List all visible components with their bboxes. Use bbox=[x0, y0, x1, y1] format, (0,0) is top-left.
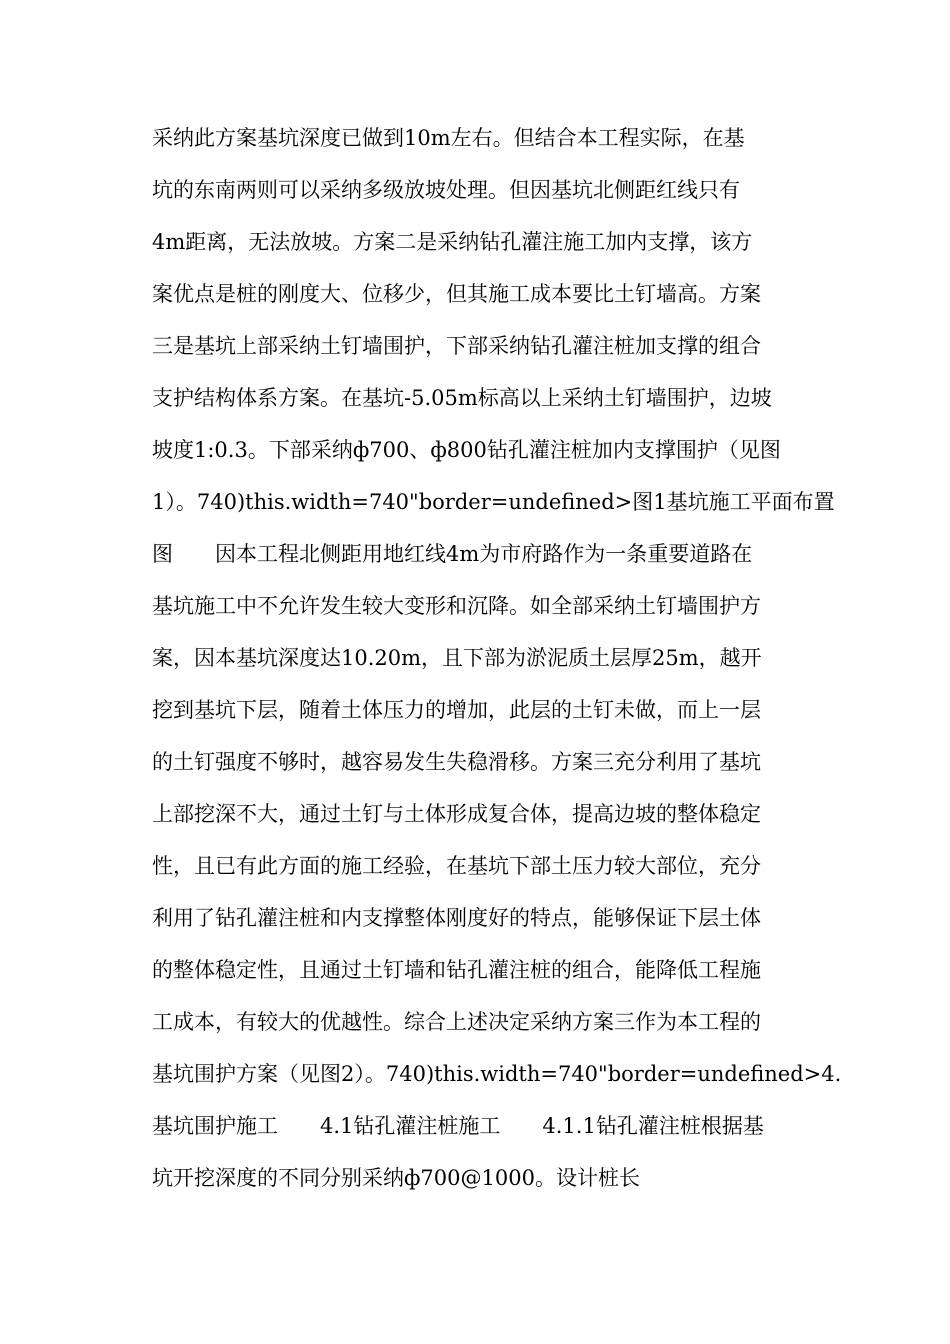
text-line: 利用了钻孔灌注桩和内支撑整体刚度好的特点，能够保证下层土体 bbox=[152, 906, 761, 930]
text-line: 的土钉强度不够时，越容易发生失稳滑移。方案三充分利用了基坑 bbox=[152, 750, 761, 774]
text-line: 基坑围护施工 4.1钻孔灌注桩施工 4.1.1钻孔灌注桩根据基 bbox=[152, 1114, 764, 1138]
text-line: 坑的东南两则可以采纳多级放坡处理。但因基坑北侧距红线只有 bbox=[152, 178, 740, 202]
text-line: 挖到基坑下层，随着土体压力的增加，此层的土钉未做，而上一层 bbox=[152, 698, 761, 722]
text-line: 性，且已有此方面的施工经验，在基坑下部土压力较大部位，充分 bbox=[152, 854, 761, 878]
text-line: 上部挖深不大，通过土钉与土体形成复合体，提高边坡的整体稳定 bbox=[152, 802, 761, 826]
text-line: 基坑施工中不允许发生较大变形和沉降。如全部采纳土钉墙围护方 bbox=[152, 594, 761, 618]
text-line: 三是基坑上部采纳土钉墙围护，下部采纳钻孔灌注桩加支撑的组合 bbox=[152, 334, 761, 358]
text-line: 基坑围护方案（见图2）。740)this.width=740"border=undefined>4. bbox=[152, 1062, 842, 1086]
text-line: 4m距离，无法放坡。方案二是采纳钻孔灌注施工加内支撑，该方 bbox=[152, 230, 753, 254]
text-line: 案优点是桩的刚度大、位移少，但其施工成本要比土钉墙高。方案 bbox=[152, 282, 761, 306]
text-line: 图 因本工程北侧距用地红线4m为市府路作为一条重要道路在 bbox=[152, 542, 753, 566]
text-line: 1）。740)this.width=740"border=undefined>图1基坑施工平面布置 bbox=[152, 490, 835, 514]
body-text bbox=[152, 112, 842, 1204]
text-line: 案，因本基坑深度达10.20m，且下部为淤泥质土层厚25m，越开 bbox=[152, 646, 762, 670]
text-line: 的整体稳定性，且通过土钉墙和钻孔灌注桩的组合，能降低工程施 bbox=[152, 958, 761, 982]
text-line: 坡度1:0.3。下部采纳ф700、ф800钻孔灌注桩加内支撑围护（见图 bbox=[152, 438, 781, 462]
text-line: 支护结构体系方案。在基坑-5.05m标高以上采纳土钉墙围护，边坡 bbox=[152, 386, 772, 410]
text-line: 坑开挖深度的不同分别采纳ф700@1000。设计桩长 bbox=[152, 1166, 640, 1190]
text-line: 采纳此方案基坑深度已做到10m左右。但结合本工程实际，在基 bbox=[152, 126, 745, 150]
text-line: 工成本，有较大的优越性。综合上述决定采纳方案三作为本工程的 bbox=[152, 1010, 761, 1034]
